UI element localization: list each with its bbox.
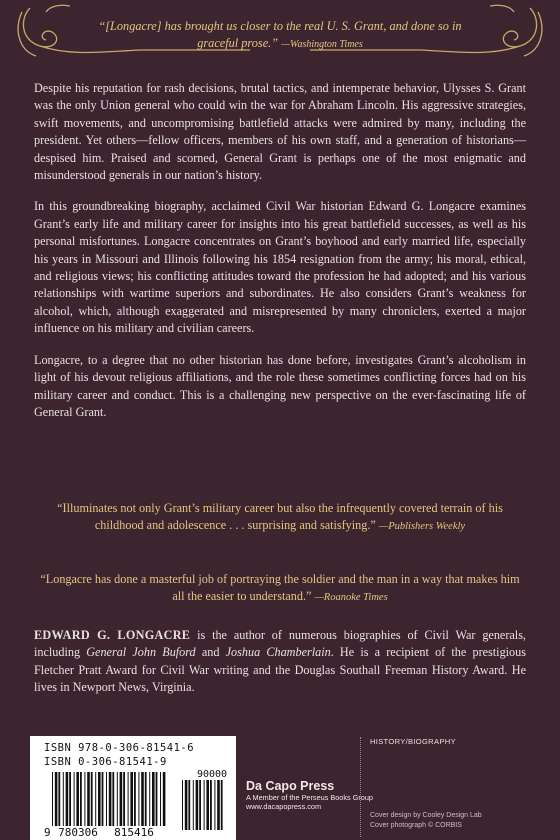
cover-photo-credit: Cover photograph © CORBIS [370, 822, 462, 829]
cover-design-credit: Cover design by Cooley Design Lab [370, 812, 482, 819]
publishers-weekly-quote [34, 500, 526, 536]
barcode-bar [138, 772, 139, 826]
barcode-bar [91, 772, 93, 826]
barcode-bar [120, 772, 123, 826]
barcode-bar [84, 772, 85, 826]
barcode-bar [74, 772, 75, 826]
barcode-bar [123, 772, 125, 826]
rt-quote-source: —Roanoke Times [314, 592, 388, 604]
roanoke-times-quote [34, 571, 526, 607]
barcode-bar [206, 780, 209, 830]
barcode-bar [182, 780, 183, 830]
author-name: EDWARD G. LONGACRE [34, 628, 191, 642]
price-code-label: 90000 [196, 769, 228, 780]
top-review-quote [90, 18, 470, 53]
barcode-bar [87, 772, 90, 826]
pw-quote-text: “Illuminates not only Grant’s military career but also the infrequently covered terrain of his childhood and adolescence . . . surprising and satisfying.” [57, 501, 503, 533]
barcode-right-digits: 815416 [114, 826, 154, 838]
barcode-bar [55, 772, 58, 826]
category-label: HISTORY/BIOGRAPHY [370, 737, 456, 746]
barcode-bar [52, 772, 53, 826]
barcode-bar [98, 772, 101, 826]
top-quote-text: “[Longacre] has brought us closer to the real U. S. Grant, and done so in graceful prose.” [98, 19, 462, 50]
barcode-bar [185, 780, 188, 830]
description-paragraph-3: Longacre, to a degree that no other historian has done before, investigates Grant’s alcoholism in light of his devout religious affiliations, and the role these sometimes conflicting forces had on his military career and conduct. This is a challenging new perspective on the ever-fascinating life of General Grant. [34, 352, 526, 419]
barcode-bar [117, 772, 118, 826]
top-quote-source: —Washington Times [281, 39, 363, 50]
ean-barcode [42, 768, 228, 838]
dotted-divider [360, 737, 361, 837]
barcode-bar [112, 772, 114, 826]
barcode-bar [145, 772, 147, 826]
barcode-bar [80, 772, 82, 826]
barcode-bar [128, 772, 129, 826]
isbn-10-label: ISBN 0-306-81541-9 [44, 756, 167, 768]
barcode-bar [199, 780, 201, 830]
barcode-bar [141, 772, 144, 826]
barcode-bar [193, 780, 194, 830]
author-bio [34, 627, 526, 697]
barcode-bar [152, 772, 155, 826]
pw-quote-source: —Publishers Weekly [378, 521, 466, 533]
cover-credits [370, 811, 482, 831]
barcode-bar [160, 772, 161, 826]
author-bio-part-2: and [195, 645, 226, 660]
barcode-bar [188, 780, 190, 830]
barcode-bar [217, 780, 220, 830]
barcode-bar [95, 772, 96, 826]
author-book-1: General John Buford [86, 645, 196, 660]
publisher-block [246, 779, 373, 811]
publisher-url[interactable]: www.dacapopress.com [246, 802, 322, 811]
barcode-bar [76, 772, 79, 826]
isbn-13-label: ISBN 978-0-306-81541-6 [44, 742, 195, 754]
author-bio-part-3: . He is a recipient of the prestigious Fletcher Pratt Award for Civil War writing and the Douglas Southall Freeman History Award. He lives in Newport News, Virginia. [34, 645, 526, 695]
barcode-lead-digit: 9 [44, 826, 51, 838]
barcode-bar [130, 772, 133, 826]
description-paragraph-2: In this groundbreaking biography, acclaimed Civil War historian Edward G. Longacre examines Grant’s early life and military career for insights into his great battlefield successes, as well as his personal misfortunes. Longacre concentrates on Grant’s boyhood and early married life, especially his years in Missouri and Illinois following his 1854 resignation from the army; his moral, ethical, and religious views; his conflicting attitudes toward the profession he had adopted; and his various relationships with wartime superiors and subordinates. He also considers Grant’s weakness for alcohol, which, although exaggerated and misrepresented by many chroniclers, exerted a major influence on his military and civilian careers. [34, 199, 526, 336]
author-bio-part-1: is the author of numerous biographies of Civil War generals, including [34, 628, 526, 660]
barcode-bar [58, 772, 60, 826]
barcode-bar [149, 772, 150, 826]
description-body [34, 80, 526, 435]
publisher-name: Da Capo Press [246, 779, 335, 793]
barcode-bar [66, 772, 69, 826]
author-book-2: Joshua Chamberlain [225, 645, 331, 660]
barcode-bar [196, 780, 199, 830]
barcode-bar [210, 780, 212, 830]
barcode-left-digits: 780306 [58, 826, 98, 838]
barcode-bar [163, 772, 166, 826]
publisher-tagline: A Member of the Perseus Books Group [246, 793, 373, 802]
barcode-bar [156, 772, 158, 826]
barcode-bar [109, 772, 112, 826]
barcode-bar [106, 772, 107, 826]
barcode-bar [134, 772, 136, 826]
barcode-bar [69, 772, 71, 826]
description-paragraph-1: Despite his reputation for rash decisions, brutal tactics, and intemperate behavior, Ulysses S. Grant was the only Union general who could win the war for Abraham Lincoln. His aggressive strategies, swift movements, and uncompromising battlefield attacks were admired by many, including the president. Yet others—fellow officers, members of his own staff, and a generation of historians—despised him. Praised and scorned, General Grant is perhaps one of the most enigmatic and misunderstood generals in our nation’s history. [34, 81, 526, 183]
rt-quote-text: “Longacre has done a masterful job of portraying the soldier and the man in a way that makes him all the easier to understand.” [40, 572, 520, 604]
barcode-bar [221, 780, 223, 830]
barcode-bar [63, 772, 64, 826]
barcode-panel [30, 736, 236, 840]
barcode-bar [204, 780, 205, 830]
barcode-bar [102, 772, 104, 826]
barcode-bar [214, 780, 215, 830]
